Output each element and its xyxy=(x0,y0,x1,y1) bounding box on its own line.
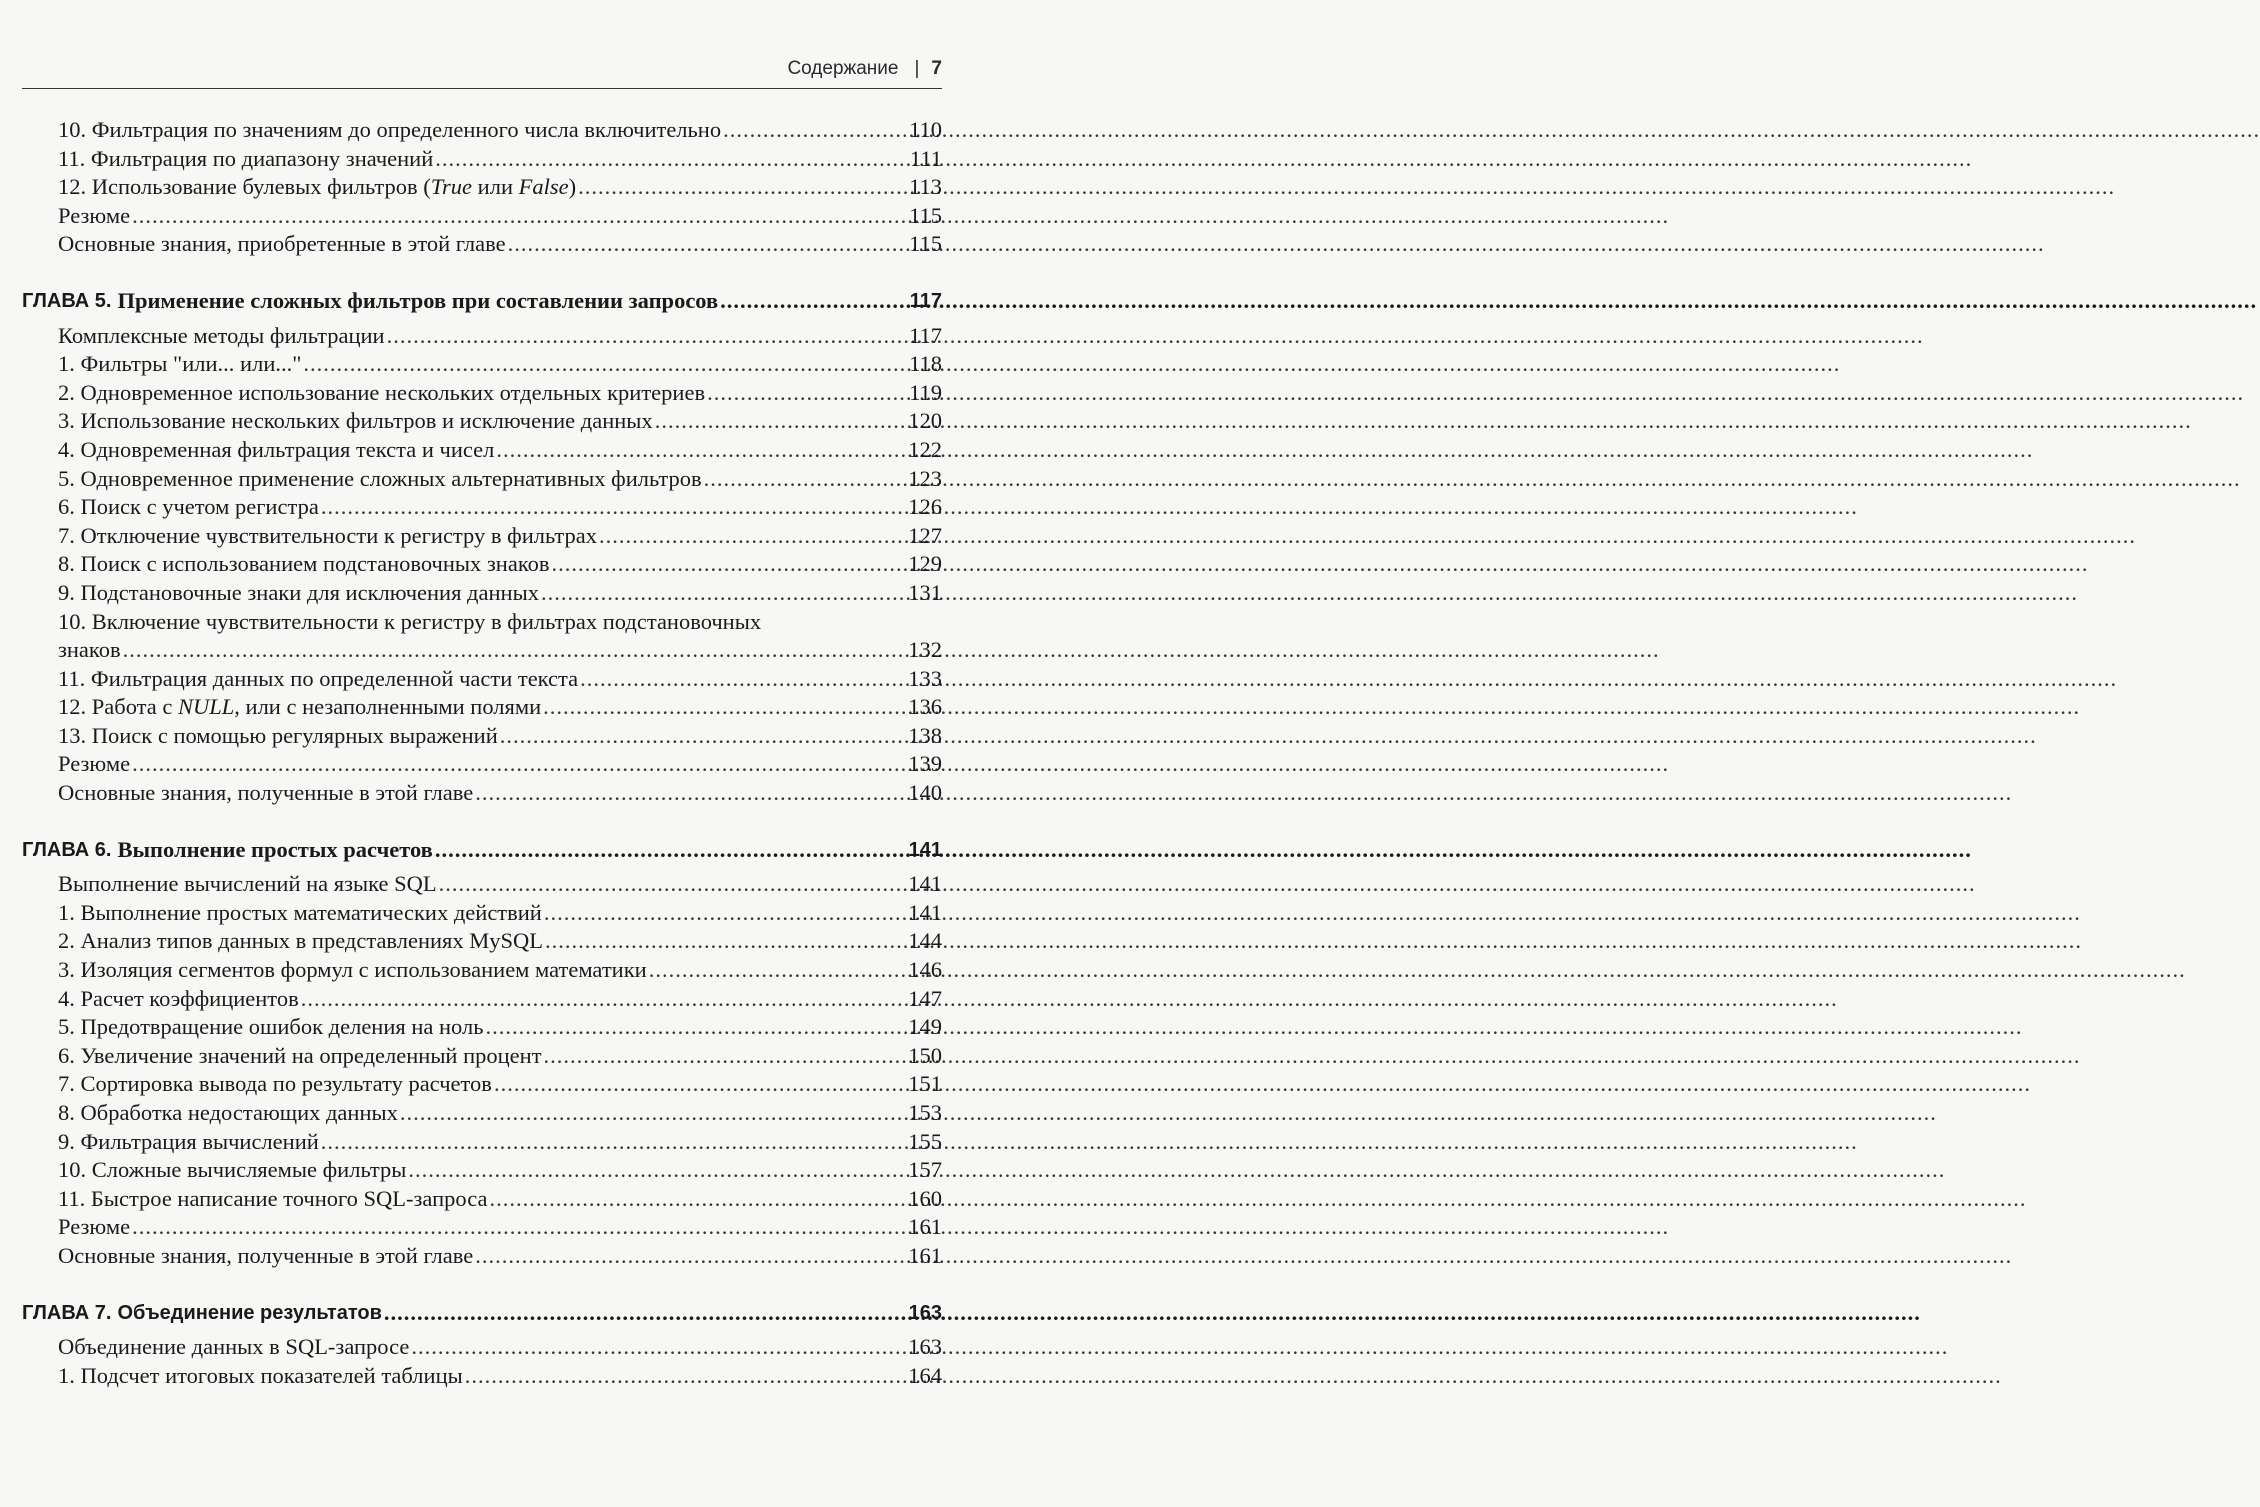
toc-entry: знаков ..... 132 xyxy=(22,636,942,665)
toc-entry: 13. Поиск с помощью регулярных выражений ..... 138 xyxy=(22,722,942,751)
toc-entry: 2. Одновременное использование нескольких отдельных критериев ..... 119 xyxy=(22,379,942,408)
toc-entry: Основные знания, полученные в этой главе ..... 140 xyxy=(22,779,942,808)
chapter-5-heading: ГЛАВА 5. Применение сложных фильтров при составлении запросов ..... 117 xyxy=(22,287,942,316)
toc-entry: 9. Фильтрация вычислений ..... 155 xyxy=(22,1128,942,1157)
toc-entry: 10. Фильтрация по значениям до определенного числа включительно ..... 110 xyxy=(22,116,942,145)
toc-entry: 8. Обработка недостающих данных ..... 153 xyxy=(22,1099,942,1128)
toc-entry: 1. Подсчет итоговых показателей таблицы ..... 164 xyxy=(22,1362,942,1391)
toc-entry: 12. Работа с NULL, или с незаполненными полями ..... 136 xyxy=(22,693,942,722)
table-of-contents xyxy=(22,116,942,1390)
toc-entry: 6. Поиск с учетом регистра ..... 126 xyxy=(22,493,942,522)
toc-entry: Резюме ..... 139 xyxy=(22,750,942,779)
toc-entry: 5. Одновременное применение сложных альтернативных фильтров ..... 123 xyxy=(22,465,942,494)
toc-entry: 3. Использование нескольких фильтров и исключение данных ..... 120 xyxy=(22,407,942,436)
toc-entry: Резюме ..... 161 xyxy=(22,1213,942,1242)
toc-entry: 10. Сложные вычисляемые фильтры ..... 157 xyxy=(22,1156,942,1185)
header-rule xyxy=(22,88,942,89)
toc-entry: Резюме ..... 115 xyxy=(22,202,942,231)
toc-entry: Основные знания, полученные в этой главе ..... 161 xyxy=(22,1242,942,1271)
toc-entry: Объединение данных в SQL-запросе ..... 163 xyxy=(22,1333,942,1362)
section-title: Содержание xyxy=(787,58,899,79)
toc-entry: 7. Отключение чувствительности к регистру в фильтрах ..... 127 xyxy=(22,522,942,551)
toc-entry: Выполнение вычислений на языке SQL ..... 141 xyxy=(22,870,942,899)
toc-entry: 8. Поиск с использованием подстановочных знаков ..... 129 xyxy=(22,550,942,579)
toc-entry: Комплексные методы фильтрации ..... 117 xyxy=(22,322,942,351)
toc-entry: 6. Увеличение значений на определенный процент ..... 150 xyxy=(22,1042,942,1071)
toc-entry: 2. Анализ типов данных в представлениях MySQL ..... 144 xyxy=(22,927,942,956)
running-header xyxy=(787,58,942,80)
chapter-6-heading: ГЛАВА 6. Выполнение простых расчетов ..... 141 xyxy=(22,836,942,865)
toc-entry-wrapped-line: 10. Включение чувствительности к регистру в фильтрах подстановочных xyxy=(58,608,762,634)
toc-entry: 11. Фильтрация данных по определенной части текста ..... 133 xyxy=(22,665,942,694)
toc-entry: 5. Предотвращение ошибок деления на ноль ..... 149 xyxy=(22,1013,942,1042)
toc-entry: 9. Подстановочные знаки для исключения данных ..... 131 xyxy=(22,579,942,608)
toc-entry: 4. Одновременная фильтрация текста и чисел ..... 122 xyxy=(22,436,942,465)
toc-entry: 3. Изоляция сегментов формул с использованием математики ..... 146 xyxy=(22,956,942,985)
header-separator: | xyxy=(914,58,920,79)
toc-page xyxy=(0,0,1000,1507)
toc-entry: 1. Выполнение простых математических действий ..... 141 xyxy=(22,899,942,928)
toc-entry: 11. Быстрое написание точного SQL-запроса ..... 160 xyxy=(22,1185,942,1214)
page-number: 7 xyxy=(931,58,942,79)
toc-entry: 4. Расчет коэффициентов ..... 147 xyxy=(22,985,942,1014)
toc-entry: 1. Фильтры "или... или..." ..... 118 xyxy=(22,350,942,379)
toc-entry: 12. Использование булевых фильтров (True или False) ..... 113 xyxy=(22,173,942,202)
toc-entry: Основные знания, приобретенные в этой главе ..... 115 xyxy=(22,230,942,259)
chapter-7-heading: ГЛАВА 7. Объединение результатов ..... 163 xyxy=(22,1299,942,1328)
toc-entry: 11. Фильтрация по диапазону значений ..... 111 xyxy=(22,145,942,174)
toc-entry: 7. Сортировка вывода по результату расчетов ..... 151 xyxy=(22,1070,942,1099)
